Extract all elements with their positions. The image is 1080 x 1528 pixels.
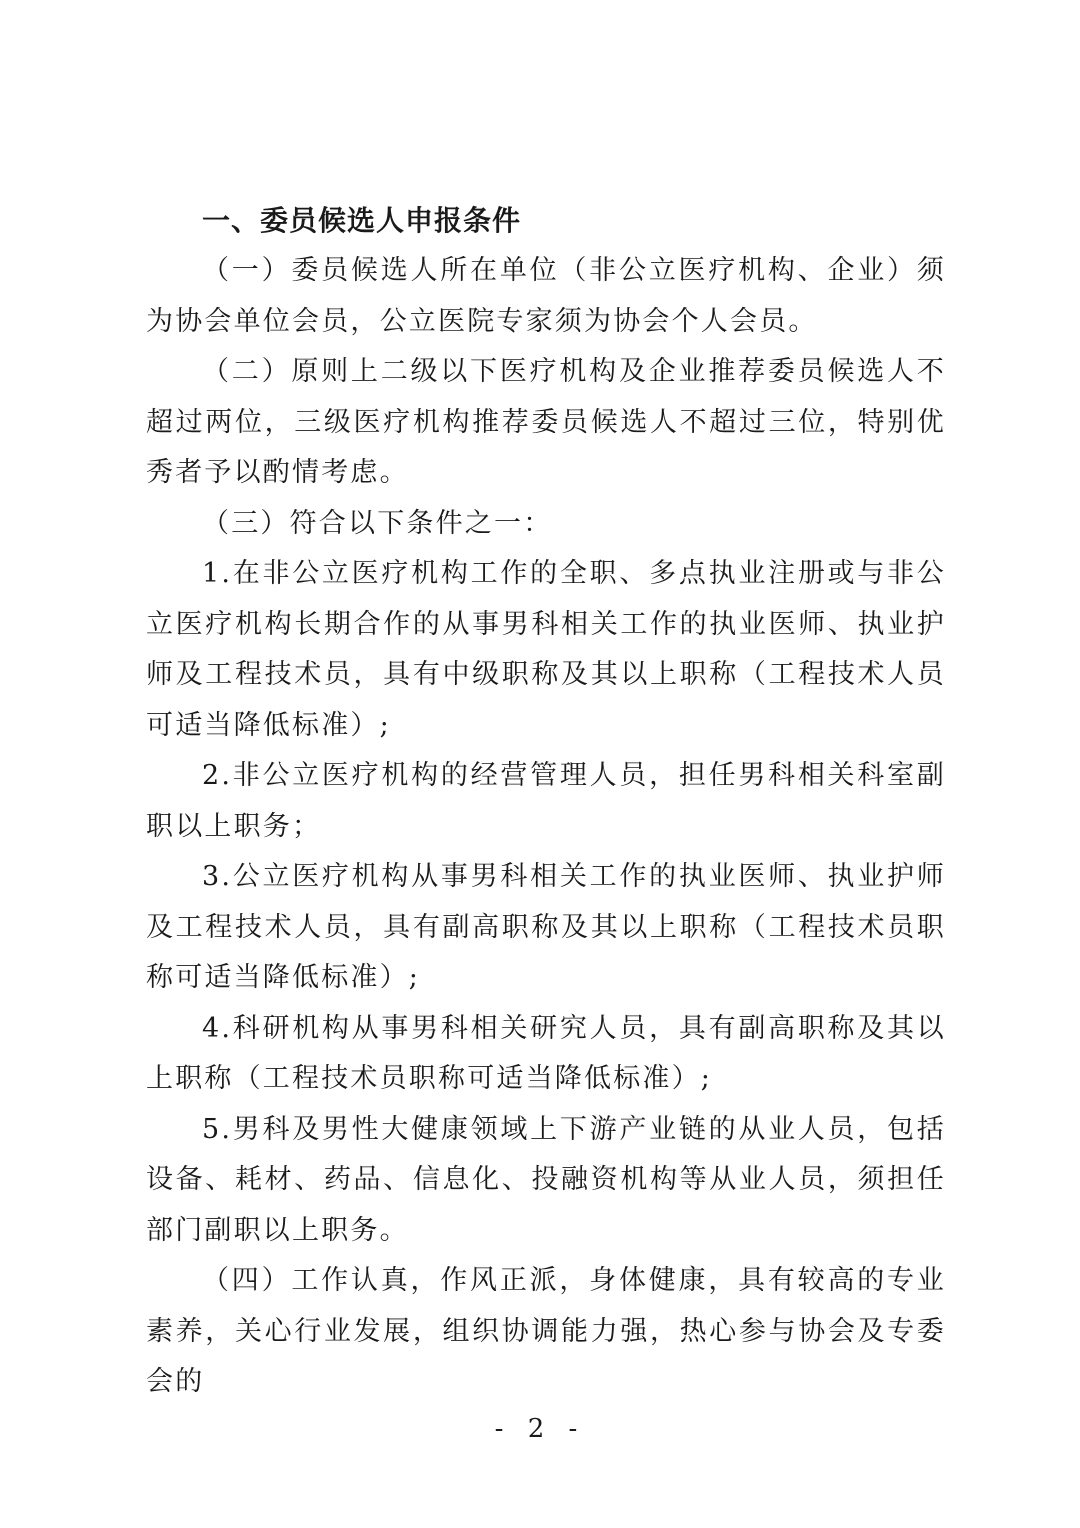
- paragraph-7: 4.科研机构从事男科相关研究人员，具有副高职称及其以上职称（工程技术员职称可适当降低标准）;: [146, 1012, 946, 1094]
- page-number: - 2 -: [494, 1414, 586, 1444]
- paragraph-3: （三）符合以下条件之一：: [202, 507, 553, 539]
- paragraph-6: 3.公立医疗机构从事男科相关工作的执业医师、执业护师及工程技术人员，具有副高职称及其以上职称（工程技术员职称可适当降低标准）;: [146, 861, 946, 993]
- document-body: [146, 196, 946, 1408]
- paragraph-4: 1.在非公立医疗机构工作的全职、多点执业注册或与非公立医疗机构长期合作的从事男科相关工作的执业医师、执业护师及工程技术员，具有中级职称及其以上职称（工程技术人员可适当降低标准）;: [146, 558, 946, 741]
- paragraph-2: （二）原则上二级以下医疗机构及企业推荐委员候选人不超过两位，三级医疗机构推荐委员候选人不超过三位，特别优秀者予以酌情考虑。: [146, 356, 946, 488]
- section-heading: 一、委员候选人申报条件: [202, 204, 522, 237]
- paragraph-5: 2.非公立医疗机构的经营管理人员，担任男科相关科室副职以上职务；: [146, 760, 946, 842]
- paragraph-1: （一）委员候选人所在单位（非公立医疗机构、企业）须为协会单位会员，公立医院专家须为协会个人会员。: [146, 255, 946, 337]
- paragraph-9: （四）工作认真，作风正派，身体健康，具有较高的专业素养，关心行业发展，组织协调能力强，热心参与协会及专委会的: [146, 1265, 946, 1397]
- paragraph-8: 5.男科及男性大健康领域上下游产业链的从业人员，包括设备、耗材、药品、信息化、投融资机构等从业人员，须担任部门副职以上职务。: [146, 1113, 946, 1246]
